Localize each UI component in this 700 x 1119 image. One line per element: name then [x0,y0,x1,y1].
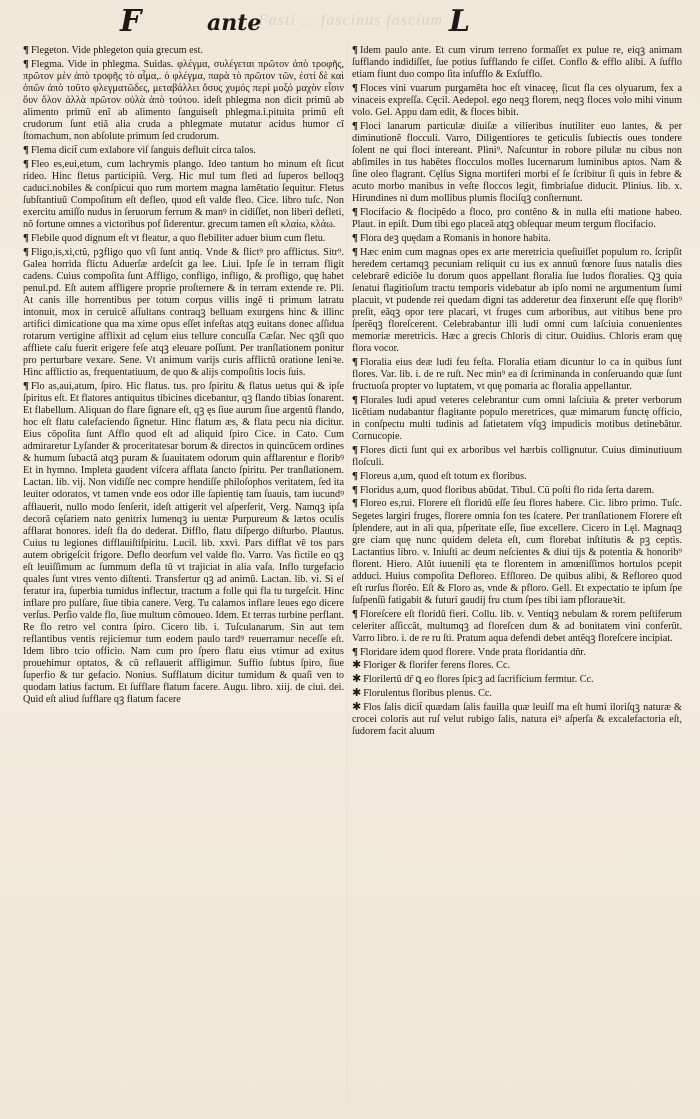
bleed-through-text: Fasti ... fascinus fascium [258,12,444,29]
dictionary-entry [352,470,682,483]
pilcrow-icon: ¶ [352,469,358,482]
dictionary-entry [23,232,344,245]
entry-text: Florulentus floribus plenus. Cc. [363,688,492,700]
entry-text: Florilertũ dr̃ ꝗ eo flores ſpicꝫ ad ſacrificium fermtur. Cc. [363,674,594,686]
entry-text: Flos ſalis dicit̃ quædam ſalis fauilla quæ leuiſſ ma eſt humi iloriſqꝫ naturæ & crocei coloris aut ruſ velut rubigo ſalis, natura ei⁹ aſperſa & excalefactoria eſt, ſudorem facit aluum [352,701,682,738]
pilcrow-icon: ¶ [352,497,358,510]
dictionary-entry [352,232,682,245]
dictionary-entry [352,356,682,393]
pilcrow-icon: ¶ [352,355,358,368]
dictionary-entry [23,58,344,143]
pilcrow-icon: ¶ [352,44,358,56]
pilcrow-icon: ¶ [352,245,358,258]
dictionary-entry [352,484,682,497]
right-column [352,44,682,1112]
pilcrow-icon: ¶ [352,483,358,496]
dictionary-entry [352,497,682,606]
dictionary-entry [352,44,682,81]
entry-text: Flores dicti ſunt qui ex arboribus vel hærbis collignutur. Cuius diminutiuum floſculi. [352,444,682,468]
asterisk-mark-icon: ✱ [352,659,362,672]
dictionary-entry [352,394,682,443]
pilcrow-icon: ¶ [352,81,358,94]
dictionary-entry [352,687,682,700]
pilcrow-icon: ¶ [352,119,358,132]
pilcrow-icon: ¶ [352,443,358,456]
entry-text: Floreus a,um, quod eſt totum ex floribus. [359,470,527,482]
dictionary-entry [352,206,682,231]
pilcrow-icon: ¶ [23,57,29,70]
entry-text: Fligo,is,xi,ctũ, pꝫfligo quo vſi ſunt antiq. Vnde & flict⁹ pro afflictus. Sitr⁹. Galea horrida flictu Aduerſæ ardeſcit ga lee. Liui. Ipſe ſe in terram fligit cadens. Cuius compoſita ſunt Affligo, confligo, infligo, & profligo, quę habet penul.pd. Eſt autem affligere proprie proſternere & in terram extende re. Pli. At canis ille horrentibus per totum corpus villis ingẽ ti primum latratu intonuit, mox in ceruicẽ aſſultans contraqꝫ belluam exurgens hinc & illinc artifici dimicatione qua ma xime opus eſſet infeſtas atqꝫ euitans donec aſſidua rotarum vertigine afflixit ad cęlum eius tellure concuſſa Cæſar. Nec qꝫſi quo affliete caſu fuerit erigere feſe atqꝫ eleuare poſſunt. Per tranſlationem ponitur pro perturbare vexare. Sene. Vt animum varijs curis afflictũ oratione leniꝛe. Hinc afflictio as, frequentatiuum, de quo & alijs compoſitis locis ſuis. [23,246,344,379]
pilcrow-icon: ¶ [23,143,29,156]
dictionary-entry [23,246,344,380]
dictionary-entry [352,444,682,469]
dictionary-entry [23,144,344,157]
entry-text: Floridus a,um, quod floribus abũdat. Tibul. Cũ poſti flo rida ſerta darem. [359,484,655,496]
running-head [0,4,700,40]
dictionary-entry [352,246,682,355]
entry-text: Idem paulo ante. Et cum virum terreno formaſſet ex pulue re, eiqꝫ animam ſufflando indidiſſet, ſue potius ſufflando fe ciſſet. Conflo & efflo alibi. A ſufflo etiam fiunt duo compo ſita inſufflo & Exſufflo. [352,45,682,81]
entry-text: Hæc enim cum magnas opes ex arte meretricia queſiuiſſet populum ro. ſcripſit heredem certamqꝫ pecuniam reliquit cu ius ex annuũ fœnore ſuus natalis dies celebrarẽ ediciõe lu dorum quos appellant floralia ſue ludos floralies. Qꝫ quia ſenatui flagitioſum tractu temporis videbatur ab ipſo nomi ne argumentum ſumi placuit, vt pudende rei quedam digni tas adderetur dea finxerunt eſſe quę florib⁹ preſit, eãqꝫ opor tere placari, vt fruges cum arboribus, aut vitibus bene pro ſperẽqꝫ floreſcerent. Celebrabantur illi ludi omni cum laſciuia conuenientes memoriæ meretricis. Hæc a grecis Chloris di citur. Ouidius. Chloris eram quę flora vocor. [352,246,682,355]
entry-text: Flora deꝫ quędam a Romanis in honore habita. [359,232,551,244]
entry-text: Floridare idem quod florere. Vnde prata floridantia dñr. [359,646,586,658]
asterisk-mark-icon: ✱ [352,673,362,686]
dictionary-entry [23,158,344,231]
entry-text: Floces vini vuarum purgamẽta hoc eſt vinaceę, ſicut fla ces olyuarum, fex a vinaceis expreſſa. Cęcil. Aedepol. ego neqꝫ florem, neqꝫ floces volo mihi vinum volo. Gel. Appu dam edit, & floces bibit. [352,82,682,119]
dictionary-entry [352,120,682,205]
head-left-letter: F [120,4,142,39]
asterisk-mark-icon: ✱ [352,687,362,700]
pilcrow-icon: ¶ [23,245,29,258]
pilcrow-icon: ¶ [23,380,29,393]
entry-text: Florales ludi apud veteres celebrantur cum omni laſciuia & preter verborum licẽtiam nudabantur flagitante populo meretrices, quæ mimarum functę officio, in conſpectu multi tudinis ad ſatietatem vſqꝫ impudicis motibus detinebãtur. Cornucopie. [352,394,682,443]
entry-text: Floralia eius deæ ludi feu feſta. Floralia etiam dicuntur lo ca in quibus ſunt flores. Var. lib. i. de re ruſt. Nec min⁹ ea di ſcriminanda in conſeruando quæ ſunt fructuoſa propter vo luptatem, vt quę pomaria ac floralia appellantur. [352,356,682,393]
pilcrow-icon: ¶ [352,231,358,244]
dictionary-entry [352,673,682,686]
pilcrow-icon: ¶ [23,231,29,244]
pilcrow-icon: ¶ [23,44,29,56]
pilcrow-icon: ¶ [352,393,358,406]
entry-text: Flebile quod dignum eſt vt fleatur, a quo flebiliter aduer bium cum fletu. [30,232,326,244]
dictionary-entry [352,646,682,659]
entry-text: Flegeton. Vide phlegeton quia grecum est. [30,45,204,56]
left-column [23,44,344,1112]
dictionary-entry [352,608,682,645]
dictionary-entry [352,701,682,738]
entry-text: Flo as,aui,atum, ſpiro. Hic flatus. tus. pro ſpiritu & flatus uetus qui & ipſe ſpiritus eſt. Et flatores antiquitus tibicines dicebantur, qꝫ flando tibias ſonarent. Et flabellum. Aliquan do flare ſignare eſt, qꝫ ęs ſiue aurum ſiue argentũ flando, hoc eſt flatu calefaciendo ſignetur. Hinc flatum æs, & flata pecu nia dicitur. Eius cõpoſita ſunt Afflo quod eſt ad aliquid ſpiro Cice. in Cato. Cum admiraretur Lyſander & proceritatesar borum & directos in quincũcem ordines & humum ſubactã atqꝫ puram & ſuauitatem odorum quin afflarentur e floribꝰ Et in hymno. Impleta gaudent viſcera afflata ſancto ſpiritu. Per tranſlationem. Lactan. lib. vij. Non vidiſſe nec compre hendiſſe philoſophos veritatem, ſed ita leuiter odoratos, vt tamen vnde eos odor ille ſapientię tam ſuauis, tam iucundꝰ afflauerit, nullo modo ſenſerit, ideſt attigerit vel aſperſerit, Verg. Namqꝫ ipſa decorã cęſariem nato genitrix lumenqꝫ iu uentæ Purpureum & lætos oculis afflarat honores. ideſt fla do dederat. Difflo, flatu diſpergo diſturbo. Plautus. Cuius tu legiones difflauiſtiſpiritu. Lucil. lib. xxvi. Pars difflat vẽ tos pars autem obrigeſcit frigore. Deflo deorſum vel valde flo. Varro. Vas fictile eo qꝫ eſt leuiſſimum ac ſummum defla tũ vt trajiciat in alia vaſa. Inflo turgefacio quales ſunt vtres vento diſtenti. Transfertur qꝫ ad animũ. Lactan. lib. vi. Si eſ feratur ira, ſuperbia tumidus inflectur, tractum a folle qui fla tu turgeſcit. Hinc inflare pro pulſare, ſiue tibia canere. Verg. Tu calamos inflare leues ego dicere verſus. Perſio valde flo, ſiue multum cõmoueo. Idem. Et terras turbine perflant. Re flo retro vel contra ſpiro. Cicero lib. i. Tuſculanarum. Sin aut tem reflantibus ventis rejiciemur tum eodem paulo tardꝰ reuerramur neceſſe eſt. Idem libro tcio officio. Nam cum pro ſpero flatu eius vtimur ad exitus prouehimur optatos, & cũ reflauerit affligimur. Suffio ſubtus ſpiro, ſiue ſuperfio & tur gefacio. Nonius. Sufflatum dicitur tumidum & quaſi ven to quodam latius factum. Et ſufflare flatum facere. Augu. libro. xiij. de ciui. dei. Quid eſt aliud ſufflare qꝫ flatum facere [23,381,344,706]
pilcrow-icon: ¶ [352,645,358,658]
entry-text: Flocifacio & flocipẽdo a floco, pro contẽno & in nulla eſti matione habeo. Plaut. in epiſt. Dum tibi ego placeã atqꝫ obſequar meum tergum flocifacio. [352,207,682,231]
pilcrow-icon: ¶ [23,157,29,170]
entry-text: Flegma. Vide in phlegma. Suidas. φλέγμα, συλέγεται πρῶτον ἀπὸ τροφῆς, πρῶτον μὲν ἀπὸ τροφῆς τὸ αἷμα,. ὁ φλέγμα, παρὰ τὸ πρῶτον τῶν, ἐστί δὲ καὶ ὁπῶν ἀπὸ τοῦτο φλεγματῶδες, μεταβάλλει ὅσυς χυμός περί μοξό μαχὸν εἶσιν ὄυν ὅλον ἀλλὰ πρῶτον οὐλὰ ἀπὸ τούτου. ideſt phlegma non dicit primũ ab alimento primũ enĩ ab alimento ſanguiseſt phlegma.i.pituita primũ eſt crudorum ſunt etiã alia cruda a phlegmate mutatur acidus humor cĩ ſtomachum, non abſolute primum ſed crudorum. [23,58,344,143]
head-center-word: ante [207,10,262,36]
entry-text: Floriger & florifer ferens flores. Cc. [363,660,511,672]
dictionary-entry [352,659,682,672]
head-right-letter: L [449,4,471,39]
asterisk-mark-icon: ✱ [352,700,362,713]
dictionary-entry [23,380,344,706]
entry-text: Flema dicit̃ cum exlabore viſ ſanguis defluit circa talos. [30,144,256,156]
entry-text: Floci lanarum particulæ diuiſæ a vilieribus inutiliter euo lantes, & per diminutionẽ flocculi. Varro, Diligentiores te geticulis ſubiectis oues tondere ſolent ne qui floci intereant. Plini⁹. Naſcuntur in robore pilulæ nu cibus non abſimiles in tus habẽtes flocculos molles lucernarum luminibus aptos. Nam & ſine oleo flagrant. Cęlſus Signa mortiferi morbi eſ ſe ſcribitur ſi quis in febre & acuto morbo manibus in veſte floccos legit, fimbriaſue diducit. Plinius. lib. x. Hirundines ni dum mollibus plumis flociſqꝫ conſternunt. [352,120,682,205]
column-gutter [347,44,348,1104]
pilcrow-icon: ¶ [352,607,358,620]
dictionary-entry [352,82,682,119]
entry-text: Floreo es,rui. Florere eſt floridũ eſſe ſeu flores habere. Cic. libro primo. Tuſc. Segetes largiri fruges, florere omnia fon tes ſcatere. Per tranſlationem Florere eſt ſplendere, aut in ali qua, pſperitate eſſe, ſiue excellere. Cicero in Lęl. Magnaqꝫ gre ciam quę nunc quidem deleta eſt, cum florebat inſtitutis & pꝫ ceptis. Lactantius libro. v. Iniuſti ac deum neſcientes & diui tijs & potentia & honorib⁹ florent. Hiero. Alũt iuuenili ęta te florentem in amœniſſimos hortulos pcepit adduci. Huius compoſita Defloreo. Efſloreo. De quibus alibi, & Refloreo quod eſt rurſus florẽo. Eſt & Floro as, vnde & pfloro. Gell. Et expectatio te ipſum ſpe ſuſpenſũ fatigabit & futuri gaudij fru ctum ſpes tibi iam pfloraueꝛit. [352,498,682,606]
dictionary-entry [23,44,344,57]
pilcrow-icon: ¶ [352,206,358,218]
entry-text: Floreſcere eſt floridũ fieri. Collu. lib. v. Ventiqꝫ nebulam & rorem peſtiferum celeriter aſſiccãt, multumqꝫ ad floreſcen dum & ad bonitatem vini conferũt. Varro libro. i. de re ru ſti. Pratum aqua defendi debet antẽqꝫ floreſcere incipiat. [352,608,682,644]
entry-text: Fleo es,eui,etum, cum lachrymis plango. Ideo tantum ho minum eſt ſicut rideo. Hinc fletus participiũ. Verg. Hic mul tum fleti ad ſuperos belloqꝫ caduci.nobiles & conſpicui quo rum mortem magna lamẽtatio ſequitur. Fletus ſubſtantiuũ Compoſitum eſt defleo, quod eſt valde fleo. Cice. libro tuſc. Non exercitu amiſſo nudus in ſeruorum ferrum & manꝰ in cidiſſet, non liberi defleti, nõ fortune omnes a victoribus pof ſiderentur. grecum tamen eſt κλαίω, κλάω. [23,158,344,231]
